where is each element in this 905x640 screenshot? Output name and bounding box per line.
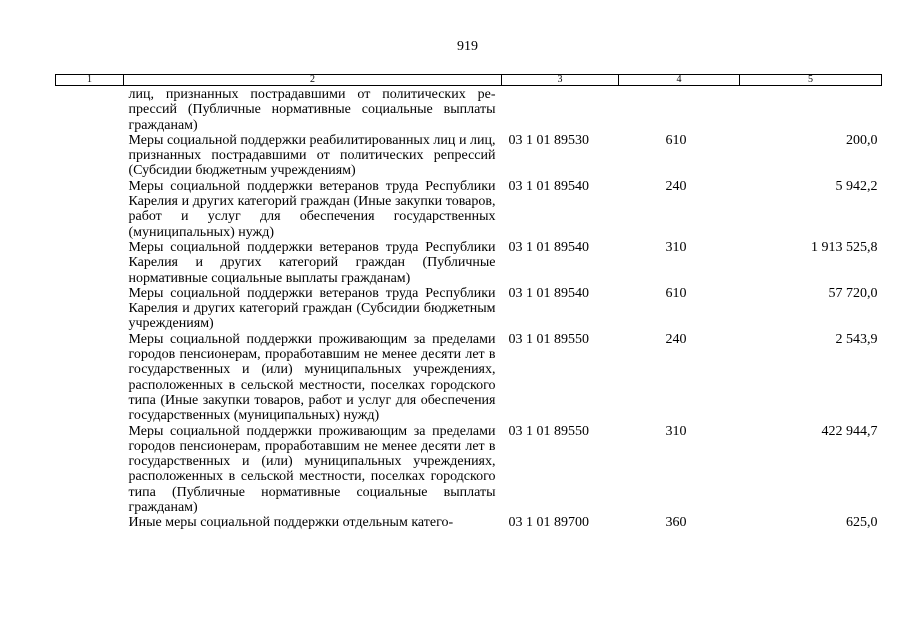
header-col-4: 4 [619,75,740,86]
table-row [56,86,882,133]
row-expense-type-cell: 610 [665,285,687,301]
row-index-cell [56,240,124,286]
row-name-cell: Меры социальной поддержки ветеранов труда Республики Карелия и других категорий граждан (Субсидии бюджетным учреждениям) [128,285,496,332]
row-index-cell [56,179,124,240]
row-expense-type-cell: 310 [665,423,687,439]
row-name-cell: лиц, признанных пострадавшими от политических репрессий (Публичные нормативные социальные выплаты гражданам) [128,87,496,133]
row-code-cell [502,86,619,133]
row-code-cell: 03 1 01 89530 [508,132,589,148]
row-name-cell: Меры социальной поддержки ветеранов труда Республики Карелия и других категорий граждан (Иные закупки товаров, работ и услуг для обеспечения государственных (муниципальных) нужд) [128,178,496,240]
table-body [56,86,882,531]
row-code-cell: 03 1 01 89540 [508,285,589,301]
page-number: 919 [457,39,478,54]
row-amount-cell [740,86,882,133]
row-expense-type-cell: 360 [665,515,687,531]
row-index-cell [56,424,124,516]
row-code-cell: 03 1 01 89540 [508,178,589,194]
row-expense-type-cell: 240 [665,331,687,347]
row-code-cell: 03 1 01 89550 [508,331,589,347]
row-expense-type-cell: 310 [665,239,687,255]
row-amount-cell: 1 913 525,8 [811,239,878,255]
row-amount-cell: 200,0 [846,132,878,148]
header-col-3: 3 [502,75,619,86]
row-amount-cell: 2 543,9 [835,331,878,347]
row-amount-cell: 422 944,7 [821,423,878,439]
row-name-cell: Иные меры социальной поддержки отдельным катего- [128,515,454,531]
header-col-1: 1 [56,75,124,86]
row-name-cell: Меры социальной поддержки проживающим за пределами городов пенсионерам, проработавшим не менее десяти лет в государственных и (или) муниципальных учреждениях, расположенных в сельской местности, поселках городского типа (Иные закупки товаров, работ и услуг для обеспечения государственных (муниципальных) нужд) [128,331,496,424]
row-expense-type-cell: 610 [665,132,687,148]
row-index-cell [56,515,124,530]
row-name-cell: Меры социальной поддержки ветеранов труда Республики Карелия и других категорий граждан (Публичные нормативные социальные выплаты гражданам) [128,239,496,286]
budget-table [55,74,882,531]
row-name-cell: Меры социальной поддержки проживающим за пределами городов пенсионерам, проработавшим не менее десяти лет в государственных и (или) муниципальных учреждениях, расположенных в сельской местности, поселках городского типа (Публичные нормативные социальные выплаты гражданам) [128,423,496,516]
row-expense-type-cell [619,86,740,133]
row-index-cell [56,133,124,179]
table-header [56,75,882,86]
row-index-cell [56,286,124,332]
table-row [56,179,882,240]
table-row [56,286,882,332]
row-amount-cell: 5 942,2 [835,178,878,194]
header-row [56,75,882,86]
table-row [56,332,882,424]
header-col-2: 2 [124,75,502,86]
row-code-cell: 03 1 01 89540 [508,239,589,255]
header-col-5: 5 [740,75,882,86]
row-name-cell: Меры социальной поддержки реабилитированных лиц и лиц, признанных пострадавшими от политических репрессий (Субсидии бюджетным учреждениям) [128,132,496,179]
table-row [56,240,882,286]
row-amount-cell: 625,0 [846,515,878,531]
row-amount-cell: 57 720,0 [828,285,878,301]
row-index-cell [56,86,124,133]
row-expense-type-cell: 240 [665,178,687,194]
row-code-cell: 03 1 01 89550 [508,423,589,439]
table-row [56,133,882,179]
row-index-cell [56,332,124,424]
table-row [56,424,882,516]
row-code-cell: 03 1 01 89700 [508,515,589,531]
table-row [56,515,882,530]
